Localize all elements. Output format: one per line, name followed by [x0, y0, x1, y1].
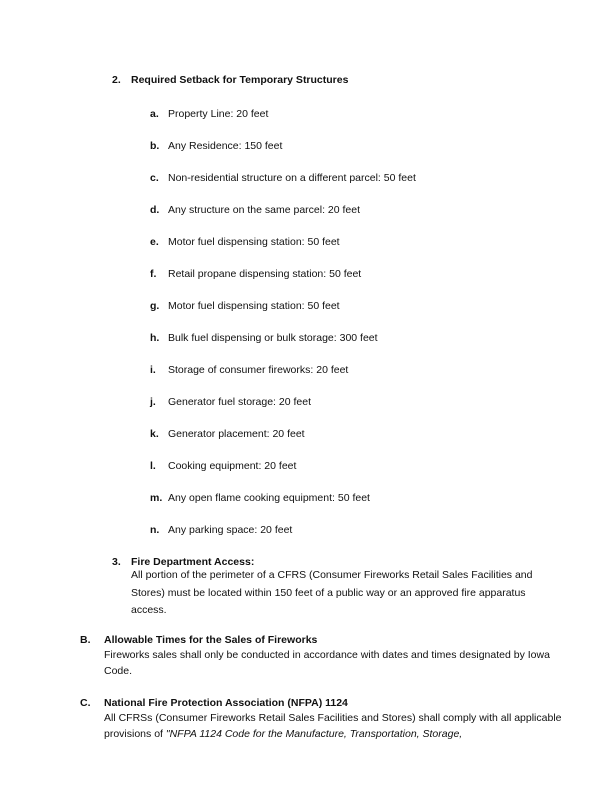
section-number: 2. [112, 74, 121, 86]
section-body: All portion of the perimeter of a CFRS (Consumer Fireworks Retail Sales Facilities and Stores) must be located within 150 feet of a public way or an approved fire apparatus access. [131, 569, 533, 616]
list-item-letter: h. [150, 332, 160, 344]
section-body: Fireworks sales shall only be conducted in accordance with dates and times designated by Iowa Code. [104, 649, 550, 677]
section-body [104, 710, 564, 742]
section-letter: C. [80, 697, 91, 709]
list-item-letter: g. [150, 300, 160, 312]
section-heading: National Fire Protection Association (NFPA) 1124 [104, 697, 348, 709]
list-item: Generator fuel storage: 20 feet [168, 396, 312, 408]
section-number: 3. [112, 556, 121, 568]
list-item-letter: n. [150, 524, 160, 536]
list-item: Retail propane dispensing station: 50 feet [168, 268, 362, 280]
list-item: Any open flame cooking equipment: 50 feet [168, 492, 370, 504]
list-item-letter: d. [150, 204, 160, 216]
list-item-letter: f. [150, 268, 157, 280]
list-item: Any structure on the same parcel: 20 feet [168, 204, 361, 216]
list-item: Any parking space: 20 feet [168, 524, 293, 536]
list-item-letter: k. [150, 428, 159, 440]
section-heading: Allowable Times for the Sales of Fireworks [104, 634, 318, 646]
list-item: Bulk fuel dispensing or bulk storage: 300 feet [168, 332, 378, 344]
list-item: Non-residential structure on a different parcel: 50 feet [168, 172, 416, 184]
section-heading: Required Setback for Temporary Structures [131, 74, 349, 86]
list-item-letter: m. [150, 492, 163, 504]
body-text: All CFRSs (Consumer Fireworks Retail Sales Facilities and Stores) shall comply with all applicable provisions of [104, 712, 562, 740]
list-item-letter: c. [150, 172, 159, 184]
list-item: Generator placement: 20 feet [168, 428, 305, 440]
list-item-letter: j. [150, 396, 156, 408]
body-italic-text: "NFPA 1124 Code for the Manufacture, Transportation, Storage, [165, 728, 463, 740]
list-item: Motor fuel dispensing station: 50 feet [168, 300, 340, 312]
list-item: Motor fuel dispensing station: 50 feet [168, 236, 340, 248]
section-heading: Fire Department Access: [131, 556, 255, 568]
list-item-letter: b. [150, 140, 160, 152]
list-item-letter: i. [150, 364, 156, 376]
section-letter: B. [80, 634, 91, 646]
list-item-letter: l. [150, 460, 156, 472]
list-item: Cooking equipment: 20 feet [168, 460, 297, 472]
list-item: Property Line: 20 feet [168, 108, 269, 120]
list-item: Storage of consumer fireworks: 20 feet [168, 364, 349, 376]
list-item-letter: e. [150, 236, 159, 248]
list-item-letter: a. [150, 108, 159, 120]
list-item: Any Residence: 150 feet [168, 140, 283, 152]
